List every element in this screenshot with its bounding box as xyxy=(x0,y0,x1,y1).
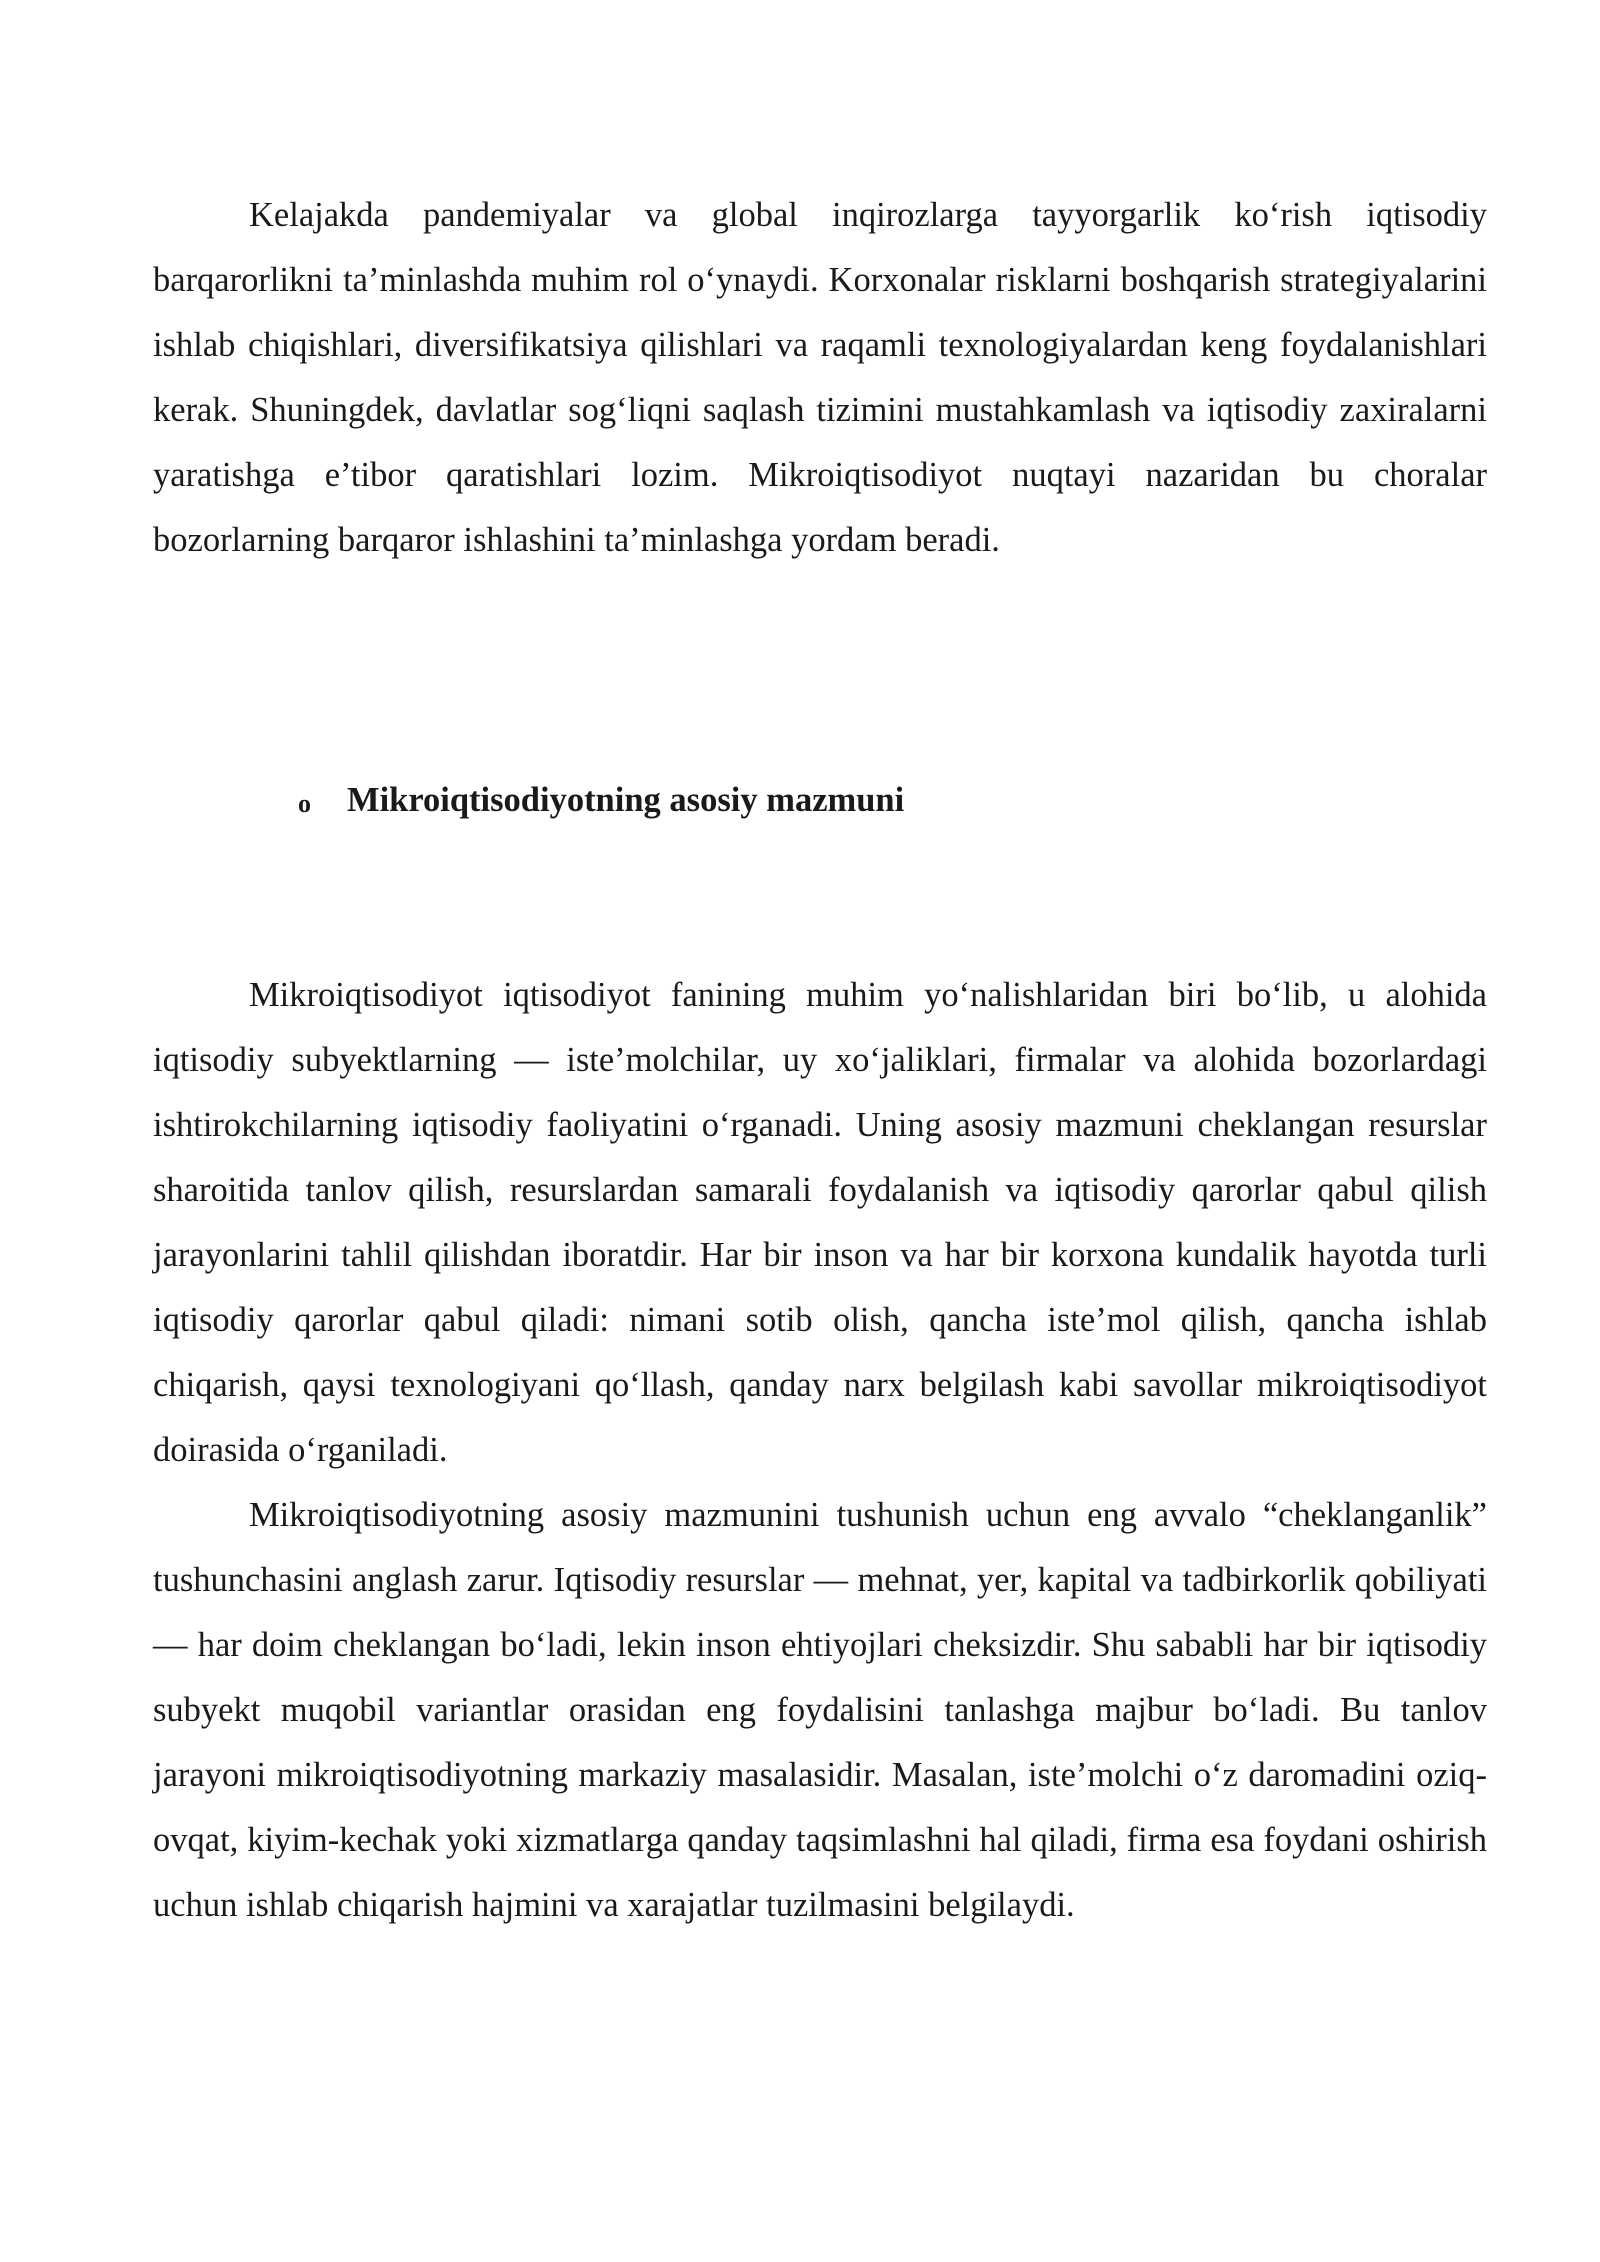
body-paragraph-2: Mikroiqtisodiyotning asosiy mazmunini tushunish uchun eng avvalo “cheklanganlik” tushunchasini anglash zarur. Iqtisodiy resurslar — mehnat, yer, kapital va tadbirkorlik qobiliyati — har doim cheklangan bo‘ladi, lekin inson ehtiyojlari cheksizdir. Shu sababli har bir iqtisodiy subyekt muqobil variantlar orasidan eng foydalisini tanlashga majbur bo‘ladi. Bu tanlov jarayoni mikroiqtisodiyotning markaziy masalasidir. Masalan, iste’molchi o‘z daromadini oziq-ovqat, kiyim-kechak yoki xizmatlarga qanday taqsimlashni hal qiladi, firma esa foydani oshirish uchun ishlab chiqarish hajmini va xarajatlar tuzilmasini belgilaydi. xyxy=(153,1496,1487,1924)
bullet-marker: o xyxy=(298,788,311,818)
section-title: Mikroiqtisodiyotning asosiy mazmuni xyxy=(347,781,905,819)
section-heading xyxy=(298,768,904,833)
intro-paragraph: Kelajakda pandemiyalar va global inqirozlarga tayyorgarlik ko‘rish iqtisodiy barqarorlikni ta’minlashda muhim rol o‘ynaydi. Korxonalar risklarni boshqarish strategiyalarini ishlab chiqishlari, diversifikatsiya qilishlari va raqamli texnologiyalardan keng foydalanishlari kerak. Shuningdek, davlatlar sog‘liqni saqlash tizimini mustahkamlash va iqtisodiy zaxiralarni yaratishga e’tibor qaratishlari lozim. Mikroiqtisodiyot nuqtayi nazaridan bu choralar bozorlarning barqaror ishlashini ta’minlashga yordam beradi. xyxy=(153,196,1487,559)
body-paragraph-1: Mikroiqtisodiyot iqtisodiyot fanining muhim yo‘nalishlaridan biri bo‘lib, u alohida iqtisodiy subyektlarning — iste’molchilar, uy xo‘jaliklari, firmalar va alohida bozorlardagi ishtirokchilarning iqtisodiy faoliyatini o‘rganadi. Uning asosiy mazmuni cheklangan resurslar sharoitida tanlov qilish, resurslardan samarali foydalanish va iqtisodiy qarorlar qabul qilish jarayonlarini tahlil qilishdan iboratdir. Har bir inson va har bir korxona kundalik hayotda turli iqtisodiy qarorlar qabul qiladi: nimani sotib olish, qancha iste’mol qilish, qancha ishlab chiqarish, qaysi texnologiyani qo‘llash, qanday narx belgilash kabi savollar mikroiqtisodiyot doirasida o‘rganiladi. xyxy=(153,976,1487,1469)
main-text-block xyxy=(153,963,1487,1938)
intro-text-block xyxy=(153,183,1487,573)
